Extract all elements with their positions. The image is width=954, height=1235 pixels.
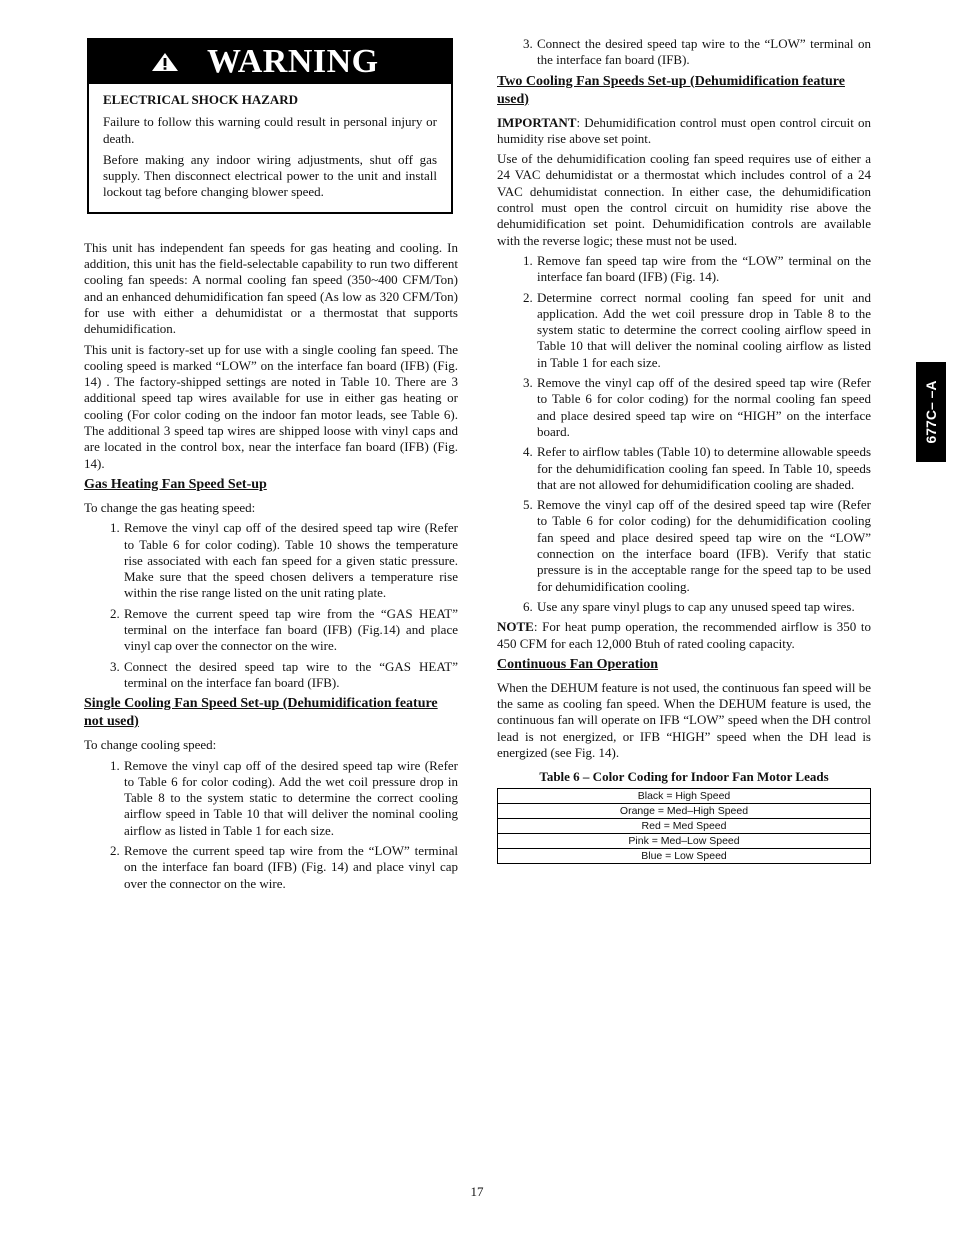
warning-paragraph-2: Before making any indoor wiring adjustments, shut off gas supply. Then disconnect electrical power to the unit and install lockout tag before changing blower speed. — [103, 151, 437, 200]
table-6 — [497, 788, 871, 864]
table-cell: Black = High Speed — [498, 788, 871, 803]
list-item: 1. Remove the vinyl cap off of the desired speed tap wire (Refer to Table 6 for color coding). Add the wet coil pressure drop in Table 8 to the system static to determine the correct cooling airflow speed in Table 10 that will deliver the nominal cooling airflow as listed in Table 1 for each size. — [123, 758, 458, 839]
intro-paragraph-1: This unit has independent fan speeds for gas heating and cooling. In addition, this unit has the field-selectable capability to run two different cooling fan speeds: A normal cooling fan speed (350~400 CFM/Ton) and an enhanced dehumidification fan speed (As low as 320 CFM/Ton) for use with either a dehumidistat or a thermostat that supports dehumidification. — [84, 239, 458, 337]
list-item: 3. Connect the desired speed tap wire to the “GAS HEAT” terminal on the interface fan board (IFB). — [123, 659, 458, 692]
table-row — [498, 848, 871, 863]
list-item: 2. Determine correct normal cooling fan speed for unit and application. Add the wet coil pressure drop in Table 8 to the system static to determine the correct cooling airflow speed in Table 10 that will deliver the nominal cooling airflow as listed in Table 1 for each size. — [536, 290, 871, 371]
warning-title: WARNING — [207, 42, 379, 80]
list-item: 4. Refer to airflow tables (Table 10) to determine allowable speeds for the dehumidification cooling fan speed. In Table 10, speeds that are not allowed for dehumidification cooling are shaded. — [536, 444, 871, 493]
list-item: 2. Remove the current speed tap wire from the “GAS HEAT” terminal on the interface fan board (IFB) (Fig.14) and place vinyl cap over the connector on the wire. — [123, 606, 458, 655]
gas-heating-steps — [84, 520, 458, 691]
right-column — [497, 36, 871, 864]
note-label: NOTE — [497, 619, 534, 635]
two-cooling-paragraph: Use of the dehumidification cooling fan speed requires use of either a 24 VAC dehumidistat or a thermostat which includes control of a 24 VAC dehumidistat connection. In either case, the dehumidification control must open the control circuit on humidity rise above the dehumidification set point. Dehumidification controls are available with the reverse logic; these must not be used. — [497, 151, 871, 248]
list-item: 3. Connect the desired speed tap wire to the “LOW” terminal on the interface fan board (IFB). — [536, 36, 871, 69]
intro-paragraph-2: This unit is factory-set up for use with a single cooling fan speed. The cooling speed is marked “LOW” on the interface fan board (IFB) (Fig. 14) . The factory-shipped settings are noted in Table 10. There are 3 additional speed tap wires available for use in either gas heating or cooling (For color coding on the indoor fan motor leads, see Table 6). The additional 3 speed tap wires are shipped loose with vinyl caps and are located in the control box, near the interface fan board (IFB) (Fig. 14). — [84, 341, 458, 471]
note-paragraph — [497, 619, 871, 652]
gas-heating-heading: Gas Heating Fan Speed Set-up — [84, 476, 267, 492]
table-cell: Orange = Med–High Speed — [498, 803, 871, 818]
table-row — [498, 818, 871, 833]
warning-paragraph-1: Failure to follow this warning could result in personal injury or death. — [103, 114, 437, 146]
important-paragraph — [497, 115, 871, 148]
warning-header — [89, 40, 451, 84]
list-item: 6. Use any spare vinyl plugs to cap any unused speed tap wires. — [536, 599, 871, 615]
single-cooling-steps — [84, 758, 458, 892]
list-item: 1. Remove fan speed tap wire from the “LOW” terminal on the interface fan board (IFB) (Fig. 14). — [536, 253, 871, 286]
warning-box — [87, 38, 453, 214]
important-label: IMPORTANT — [497, 114, 577, 130]
continuous-fan-paragraph: When the DEHUM feature is not used, the continuous fan speed will be the same as cooling fan speed. When the DEHUM feature is used, the continuous fan will operate on IFB “LOW” speed when the DH control lead is not energized, or IFB “HIGH” speed when the DH lead is energized (see Fig. 14). — [497, 679, 871, 760]
side-tab — [916, 362, 946, 462]
warning-triangle-icon — [151, 52, 179, 72]
single-cooling-lead: To change cooling speed: — [84, 737, 217, 753]
table-row — [498, 803, 871, 818]
table-row — [498, 788, 871, 803]
continuous-fan-heading: Continuous Fan Operation — [497, 656, 659, 672]
left-column — [84, 38, 458, 896]
two-cooling-steps — [497, 253, 871, 615]
page-number: 17 — [470, 1184, 484, 1199]
table-row — [498, 833, 871, 848]
list-item: 1. Remove the vinyl cap off of the desired speed tap wire (Refer to Table 6 for color coding). Table 10 shows the temperature rise associated with each fan speed for a given static pressure. Make sure that the speed chosen delivers a temperature rise within the rise range listed on the unit rating plate. — [123, 520, 458, 601]
table-cell: Pink = Med–Low Speed — [498, 833, 871, 848]
list-item: 5. Remove the vinyl cap off of the desired speed tap wire (Refer to Table 6 for color coding) for the dehumidification cooling fan speed and place desired speed tap wire on the “LOW” connection on the interface board (IFB). Verify that static pressure is in the acceptable range for the speed tap to be used for dehumidification cooling. — [536, 497, 871, 595]
single-cooling-heading: Single Cooling Fan Speed Set-up (Dehumidification feature not used) — [84, 696, 438, 730]
two-cooling-heading: Two Cooling Fan Speeds Set-up (Dehumidification feature used) — [497, 73, 845, 107]
list-item: 3. Remove the vinyl cap off of the desired speed tap wire (Refer to Table 6 for color coding) for the normal cooling fan speed and place desired speed tap wire on “HIGH” on the interface board. — [536, 375, 871, 440]
important-text: : Dehumidification control must open control circuit on humidity rise above set point. — [497, 114, 871, 146]
table-cell: Blue = Low Speed — [498, 848, 871, 863]
gas-heating-lead: To change the gas heating speed: — [84, 499, 256, 515]
hazard-heading: ELECTRICAL SHOCK HAZARD — [103, 92, 299, 107]
table-cell: Red = Med Speed — [498, 818, 871, 833]
list-item: 2. Remove the current speed tap wire from the “LOW” terminal on the interface fan board (IFB) (Fig. 14) and place vinyl cap over the connector on the wire. — [123, 843, 458, 892]
note-text: : For heat pump operation, the recommended airflow is 350 to 450 CFM for each 12,000 Btuh of rated cooling capacity. — [497, 619, 871, 651]
side-tab-label: 677C– –A — [922, 380, 939, 444]
single-cooling-steps-continued — [497, 36, 871, 69]
table-6-caption: Table 6 – Color Coding for Indoor Fan Motor Leads — [539, 769, 829, 785]
